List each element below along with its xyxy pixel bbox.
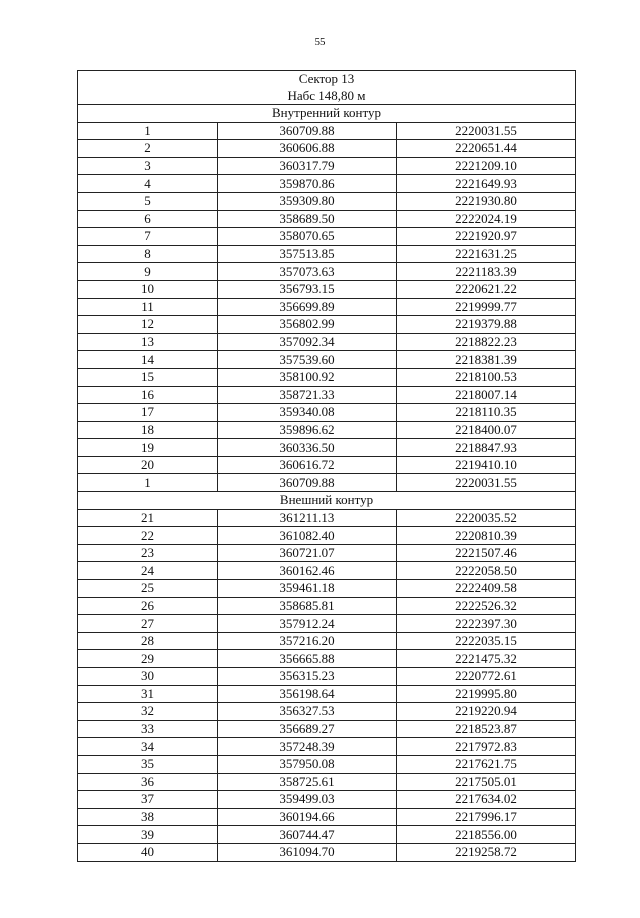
- table-row: [78, 826, 576, 844]
- coordinate-y: 2219379.88: [397, 316, 576, 334]
- coordinate-x: 356665.88: [218, 650, 397, 668]
- coordinate-y: 2222035.15: [397, 632, 576, 650]
- point-number: 24: [78, 562, 218, 580]
- table-row: [78, 298, 576, 316]
- table-row: [78, 122, 576, 140]
- coordinate-x: 358685.81: [218, 597, 397, 615]
- coordinate-y: 2218381.39: [397, 351, 576, 369]
- table-row: [78, 668, 576, 686]
- table-row: [78, 720, 576, 738]
- table-row: [78, 843, 576, 861]
- coordinate-y: 2220772.61: [397, 668, 576, 686]
- coordinate-x: 360336.50: [218, 439, 397, 457]
- coordinate-y: 2222526.32: [397, 597, 576, 615]
- coordinate-x: 358100.92: [218, 368, 397, 386]
- coordinate-x: 359870.86: [218, 175, 397, 193]
- page-number: 55: [314, 36, 326, 48]
- point-number: 14: [78, 351, 218, 369]
- point-number: 3: [78, 157, 218, 175]
- table-row: [78, 456, 576, 474]
- table-row: [78, 333, 576, 351]
- table-row: [78, 351, 576, 369]
- table-header: [78, 71, 576, 105]
- point-number: 39: [78, 826, 218, 844]
- point-number: 36: [78, 773, 218, 791]
- coordinate-x: 357912.24: [218, 615, 397, 633]
- coordinate-x: 360616.72: [218, 456, 397, 474]
- table-header-row: [78, 71, 576, 105]
- point-number: 31: [78, 685, 218, 703]
- point-number: 11: [78, 298, 218, 316]
- coordinate-y: 2221507.46: [397, 544, 576, 562]
- coordinate-y: 2220035.52: [397, 509, 576, 527]
- coordinate-x: 360709.88: [218, 122, 397, 140]
- coordinate-y: 2221631.25: [397, 245, 576, 263]
- coordinate-x: 359340.08: [218, 404, 397, 422]
- point-number: 28: [78, 632, 218, 650]
- coordinate-x: 357216.20: [218, 632, 397, 650]
- coordinate-x: 358070.65: [218, 228, 397, 246]
- coordinate-y: 2217972.83: [397, 738, 576, 756]
- table-row: [78, 368, 576, 386]
- coordinate-x: 359461.18: [218, 580, 397, 598]
- coordinate-y: 2221649.93: [397, 175, 576, 193]
- coordinate-y: 2217621.75: [397, 755, 576, 773]
- coordinate-y: 2218007.14: [397, 386, 576, 404]
- table-row: [78, 773, 576, 791]
- point-number: 8: [78, 245, 218, 263]
- coordinate-y: 2219410.10: [397, 456, 576, 474]
- table-row: [78, 228, 576, 246]
- point-number: 7: [78, 228, 218, 246]
- coordinate-x: 361082.40: [218, 527, 397, 545]
- point-number: 38: [78, 808, 218, 826]
- coordinate-x: 356198.64: [218, 685, 397, 703]
- point-number: 26: [78, 597, 218, 615]
- coordinate-x: 360606.88: [218, 140, 397, 158]
- coordinate-x: 357248.39: [218, 738, 397, 756]
- point-number: 40: [78, 843, 218, 861]
- table-row: [78, 245, 576, 263]
- point-number: 35: [78, 755, 218, 773]
- table-row: [78, 562, 576, 580]
- point-number: 15: [78, 368, 218, 386]
- table-row: [78, 439, 576, 457]
- point-number: 27: [78, 615, 218, 633]
- coordinate-x: 360162.46: [218, 562, 397, 580]
- coordinate-y: 2220810.39: [397, 527, 576, 545]
- coordinate-y: 2221209.10: [397, 157, 576, 175]
- coordinate-y: 2221475.32: [397, 650, 576, 668]
- table-row: [78, 632, 576, 650]
- table-row: [78, 685, 576, 703]
- coordinate-x: 360317.79: [218, 157, 397, 175]
- coordinate-x: 356802.99: [218, 316, 397, 334]
- section-row-outer: [78, 492, 576, 510]
- coordinate-x: 357513.85: [218, 245, 397, 263]
- coordinate-x: 357073.63: [218, 263, 397, 281]
- coordinate-x: 358721.33: [218, 386, 397, 404]
- table-row: [78, 738, 576, 756]
- point-number: 21: [78, 509, 218, 527]
- coordinate-x: 360744.47: [218, 826, 397, 844]
- section-row-inner: [78, 105, 576, 123]
- coordinate-x: 358689.50: [218, 210, 397, 228]
- coordinate-y: 2218100.53: [397, 368, 576, 386]
- point-number: 5: [78, 192, 218, 210]
- point-number: 34: [78, 738, 218, 756]
- coordinate-x: 359896.62: [218, 421, 397, 439]
- point-number: 33: [78, 720, 218, 738]
- table-row: [78, 650, 576, 668]
- table-row: [78, 791, 576, 809]
- point-number: 2: [78, 140, 218, 158]
- coordinate-y: 2220031.55: [397, 474, 576, 492]
- table-row: [78, 509, 576, 527]
- point-number: 10: [78, 280, 218, 298]
- table-row: [78, 280, 576, 298]
- coordinate-y: 2219258.72: [397, 843, 576, 861]
- point-number: 22: [78, 527, 218, 545]
- coordinate-y: 2222397.30: [397, 615, 576, 633]
- coordinate-y: 2222409.58: [397, 580, 576, 598]
- table-row: [78, 544, 576, 562]
- outer-contour-title: Внешний контур: [78, 492, 576, 510]
- coordinate-x: 361094.70: [218, 843, 397, 861]
- coordinate-y: 2220621.22: [397, 280, 576, 298]
- point-number: 32: [78, 703, 218, 721]
- coordinate-x: 358725.61: [218, 773, 397, 791]
- point-number: 13: [78, 333, 218, 351]
- table-row: [78, 703, 576, 721]
- inner-contour-title: Внутренний контур: [78, 105, 576, 123]
- coordinate-y: 2218847.93: [397, 439, 576, 457]
- table-row: [78, 386, 576, 404]
- sector-title: Сектор 13: [298, 71, 355, 86]
- coordinates-table: [77, 70, 576, 862]
- coordinate-x: 361211.13: [218, 509, 397, 527]
- coordinate-x: 356315.23: [218, 668, 397, 686]
- point-number: 16: [78, 386, 218, 404]
- point-number: 37: [78, 791, 218, 809]
- point-number: 29: [78, 650, 218, 668]
- point-number: 1: [78, 474, 218, 492]
- point-number: 12: [78, 316, 218, 334]
- point-number: 9: [78, 263, 218, 281]
- point-number: 30: [78, 668, 218, 686]
- table-row: [78, 580, 576, 598]
- table-row: [78, 175, 576, 193]
- coordinate-x: 359499.03: [218, 791, 397, 809]
- coordinate-y: 2222024.19: [397, 210, 576, 228]
- coordinate-y: 2222058.50: [397, 562, 576, 580]
- elevation-label: Набс 148,80 м: [287, 87, 366, 103]
- coordinate-y: 2219220.94: [397, 703, 576, 721]
- coordinate-x: 356699.89: [218, 298, 397, 316]
- coordinate-y: 2221183.39: [397, 263, 576, 281]
- coordinate-y: 2220031.55: [397, 122, 576, 140]
- table-row: [78, 157, 576, 175]
- point-number: 20: [78, 456, 218, 474]
- point-number: 23: [78, 544, 218, 562]
- point-number: 25: [78, 580, 218, 598]
- coordinate-x: 356327.53: [218, 703, 397, 721]
- point-number: 4: [78, 175, 218, 193]
- coordinate-y: 2221930.80: [397, 192, 576, 210]
- table-row: [78, 404, 576, 422]
- coordinate-x: 359309.80: [218, 192, 397, 210]
- coordinate-x: 360709.88: [218, 474, 397, 492]
- table-row: [78, 210, 576, 228]
- coordinate-y: 2217505.01: [397, 773, 576, 791]
- coordinate-y: 2218400.07: [397, 421, 576, 439]
- coordinate-x: 357092.34: [218, 333, 397, 351]
- table-row: [78, 192, 576, 210]
- table-row: [78, 263, 576, 281]
- coordinate-y: 2218822.23: [397, 333, 576, 351]
- table-row: [78, 474, 576, 492]
- coordinate-x: 357950.08: [218, 755, 397, 773]
- coordinate-y: 2218110.35: [397, 404, 576, 422]
- point-number: 6: [78, 210, 218, 228]
- coordinate-y: 2217996.17: [397, 808, 576, 826]
- point-number: 19: [78, 439, 218, 457]
- coordinate-x: 356793.15: [218, 280, 397, 298]
- coordinate-y: 2218556.00: [397, 826, 576, 844]
- table-row: [78, 615, 576, 633]
- table-row: [78, 755, 576, 773]
- coordinate-x: 360721.07: [218, 544, 397, 562]
- point-number: 18: [78, 421, 218, 439]
- table-row: [78, 597, 576, 615]
- table-row: [78, 140, 576, 158]
- coordinate-y: 2219995.80: [397, 685, 576, 703]
- coordinate-x: 360194.66: [218, 808, 397, 826]
- table-row: [78, 316, 576, 334]
- coordinate-y: 2221920.97: [397, 228, 576, 246]
- coordinate-y: 2217634.02: [397, 791, 576, 809]
- point-number: 1: [78, 122, 218, 140]
- coordinate-y: 2218523.87: [397, 720, 576, 738]
- point-number: 17: [78, 404, 218, 422]
- coordinate-x: 356689.27: [218, 720, 397, 738]
- table-row: [78, 808, 576, 826]
- coordinate-y: 2219999.77: [397, 298, 576, 316]
- table-row: [78, 421, 576, 439]
- coordinate-y: 2220651.44: [397, 140, 576, 158]
- coordinate-x: 357539.60: [218, 351, 397, 369]
- table-row: [78, 527, 576, 545]
